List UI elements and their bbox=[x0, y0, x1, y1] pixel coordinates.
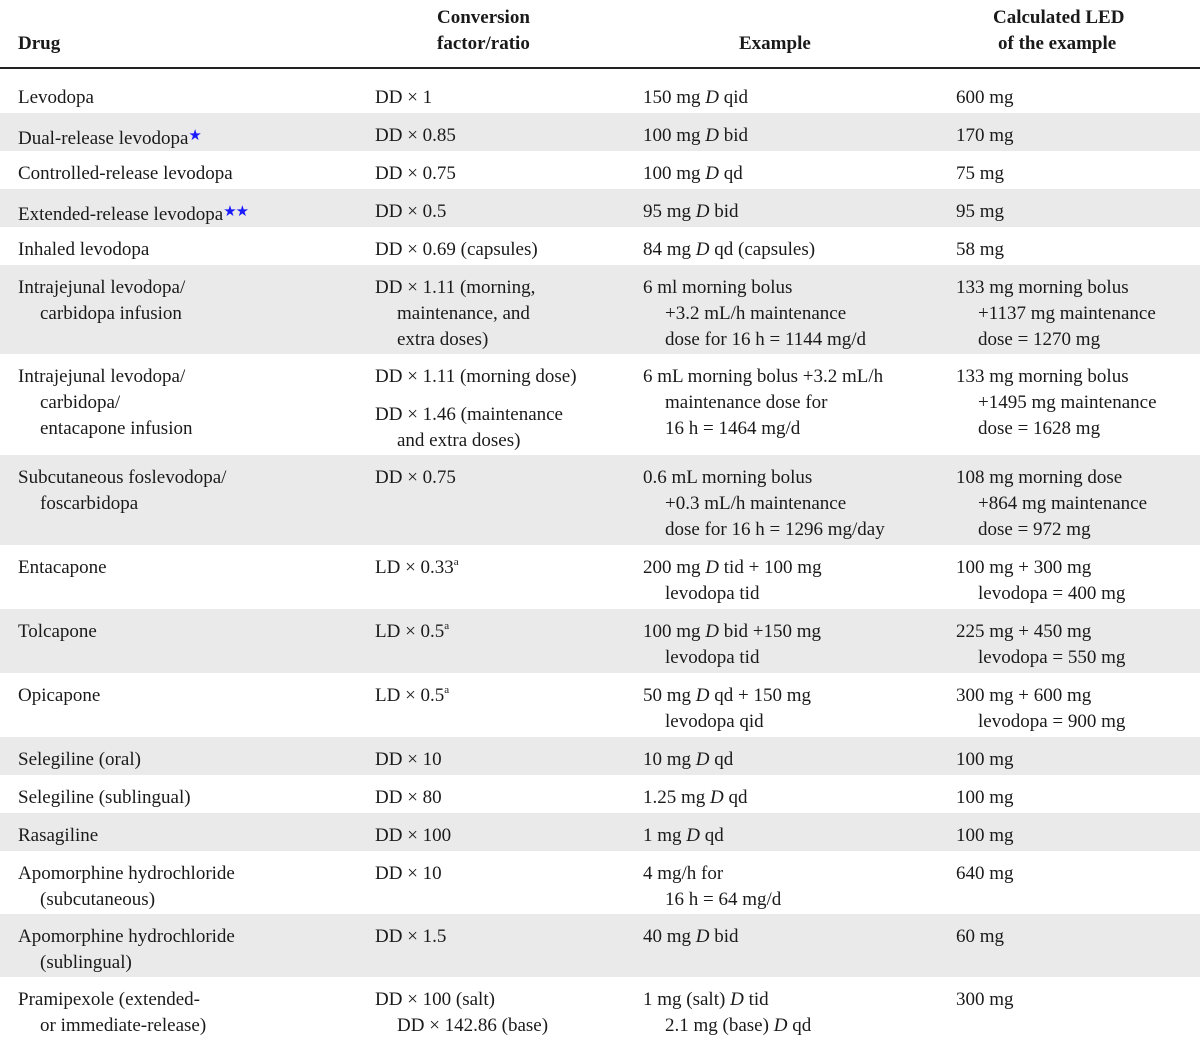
cell-line: 4 mg/h for bbox=[643, 863, 724, 884]
conversion-factor-cell bbox=[375, 861, 442, 887]
cell-line: 1 mg D qd bbox=[643, 825, 724, 846]
cell-line: DD × 1.46 (maintenance bbox=[375, 404, 563, 425]
cell-line: DD × 142.86 (base) bbox=[397, 1015, 549, 1036]
cell-line: +1137 mg maintenance bbox=[978, 303, 1156, 324]
cell-line: 100 mg D qd bbox=[643, 163, 743, 184]
cell-line: DD × 0.75 bbox=[375, 163, 456, 184]
table-row bbox=[0, 75, 1200, 113]
cell-line: 640 mg bbox=[956, 863, 1014, 884]
example-cell bbox=[643, 747, 733, 773]
cell-line: Subcutaneous foslevodopa/ bbox=[18, 467, 227, 488]
drug-cell bbox=[18, 823, 98, 849]
calculated-led-cell bbox=[956, 823, 1014, 849]
cell-line: (subcutaneous) bbox=[40, 889, 156, 910]
table-row bbox=[0, 851, 1200, 914]
drug-cell bbox=[18, 364, 192, 442]
drug-cell bbox=[18, 123, 201, 152]
cell-line: DD × 0.69 (capsules) bbox=[375, 239, 538, 260]
cell-line: foscarbidopa bbox=[40, 493, 139, 514]
calculated-led-cell bbox=[956, 619, 1125, 671]
example-cell bbox=[643, 823, 724, 849]
cell-line: 200 mg D tid + 100 mg bbox=[643, 557, 822, 578]
conversion-factor-cell bbox=[375, 275, 535, 353]
cell-line: 150 mg D qid bbox=[643, 87, 749, 108]
cell-line: maintenance dose for bbox=[665, 392, 828, 413]
cell-line: LD × 0.33$^a$ bbox=[375, 556, 459, 578]
cell-line: dose = 972 mg bbox=[978, 519, 1091, 540]
calculated-led-cell bbox=[956, 237, 1004, 263]
conversion-factor-cell bbox=[375, 924, 446, 950]
cell-line: levodopa = 550 mg bbox=[978, 647, 1126, 668]
drug-cell bbox=[18, 861, 235, 913]
calculated-led-cell bbox=[956, 199, 1004, 225]
cell-line: +3.2 mL/h maintenance bbox=[665, 303, 847, 324]
cell-line: Controlled-release levodopa bbox=[18, 163, 233, 184]
conversion-factor-cell bbox=[375, 465, 456, 491]
conversion-factor-cell bbox=[375, 161, 456, 187]
cell-line: levodopa = 400 mg bbox=[978, 583, 1126, 604]
cell-line: levodopa = 900 mg bbox=[978, 711, 1126, 732]
cell-line: Opicapone bbox=[18, 685, 101, 706]
cell-line: 133 mg morning bolus bbox=[956, 277, 1129, 298]
conversion-factor-cell bbox=[375, 683, 449, 709]
header-conversion-factor: Conversion factor/ratio bbox=[437, 7, 530, 54]
cell-line: 2.1 mg (base) D qd bbox=[665, 1015, 812, 1036]
calculated-led-cell bbox=[956, 465, 1147, 543]
example-cell bbox=[643, 924, 739, 950]
cell-line: dose for 16 h = 1144 mg/d bbox=[665, 329, 867, 350]
cell-line: 133 mg morning bolus bbox=[956, 366, 1129, 387]
cell-line: Pramipexole (extended- bbox=[18, 989, 201, 1010]
example-cell bbox=[643, 123, 748, 149]
cell-line: DD × 80 bbox=[375, 787, 442, 808]
table-row bbox=[0, 737, 1200, 775]
calculated-led-cell bbox=[956, 364, 1157, 442]
drug-cell bbox=[18, 85, 94, 111]
line-spacer bbox=[375, 390, 577, 402]
cell-line: DD × 0.5 bbox=[375, 201, 447, 222]
cell-line: 225 mg + 450 mg bbox=[956, 621, 1092, 642]
cell-line: 95 mg D bid bbox=[643, 201, 739, 222]
cell-line: DD × 100 bbox=[375, 825, 452, 846]
conversion-factor-cell bbox=[375, 747, 442, 773]
cell-line: LD × 0.5$^a$ bbox=[375, 620, 450, 642]
cell-line: 16 h = 64 mg/d bbox=[665, 889, 782, 910]
cell-line: 16 h = 1464 mg/d bbox=[665, 418, 801, 439]
example-cell bbox=[643, 987, 811, 1039]
example-cell bbox=[643, 161, 743, 187]
cell-line: extra doses) bbox=[397, 329, 489, 350]
table-row bbox=[0, 914, 1200, 977]
calculated-led-cell bbox=[956, 123, 1014, 149]
calculated-led-cell bbox=[956, 785, 1014, 811]
cell-line: DD × 1.11 (morning, bbox=[375, 277, 536, 298]
header-example: Example bbox=[739, 33, 811, 54]
cell-line: Dual-release levodopa★ bbox=[18, 128, 201, 149]
cell-line: (sublingual) bbox=[40, 952, 132, 973]
cell-line: Apomorphine hydrochloride bbox=[18, 926, 235, 947]
table-row bbox=[0, 609, 1200, 673]
calculated-led-cell bbox=[956, 861, 1014, 887]
cell-line: +1495 mg maintenance bbox=[978, 392, 1157, 413]
cell-line: Rasagiline bbox=[18, 825, 99, 846]
example-cell bbox=[643, 861, 781, 913]
cell-line: 100 mg D bid bbox=[643, 125, 749, 146]
cell-line: levodopa tid bbox=[665, 583, 760, 604]
cell-line: carbidopa/ bbox=[40, 392, 121, 413]
cell-line: DD × 10 bbox=[375, 749, 442, 770]
cell-line: DD × 0.85 bbox=[375, 125, 456, 146]
cell-line: 58 mg bbox=[956, 239, 1005, 260]
example-cell bbox=[643, 237, 815, 263]
example-cell bbox=[643, 683, 811, 735]
example-cell bbox=[643, 364, 883, 442]
cell-line: Intrajejunal levodopa/ bbox=[18, 366, 186, 387]
calculated-led-cell bbox=[956, 161, 1004, 187]
cell-line: +864 mg maintenance bbox=[978, 493, 1147, 514]
cell-line: 40 mg D bid bbox=[643, 926, 739, 947]
cell-line: 600 mg bbox=[956, 87, 1014, 108]
drug-cell bbox=[18, 275, 185, 327]
cell-line: 75 mg bbox=[956, 163, 1005, 184]
drug-cell bbox=[18, 987, 206, 1039]
cell-line: DD × 10 bbox=[375, 863, 442, 884]
cell-line: 100 mg bbox=[956, 825, 1014, 846]
conversion-factor-cell bbox=[375, 364, 577, 454]
example-cell bbox=[643, 85, 748, 111]
cell-line: 300 mg + 600 mg bbox=[956, 685, 1092, 706]
drug-cell bbox=[18, 747, 141, 773]
cell-line: Entacapone bbox=[18, 557, 107, 578]
table-row bbox=[0, 354, 1200, 455]
drug-cell bbox=[18, 465, 226, 517]
cell-line: LD × 0.5$^a$ bbox=[375, 684, 450, 706]
cell-line: 84 mg D qd (capsules) bbox=[643, 239, 816, 260]
table-row bbox=[0, 775, 1200, 813]
calculated-led-cell bbox=[956, 683, 1125, 735]
conversion-factor-cell bbox=[375, 199, 446, 225]
cell-line: dose = 1270 mg bbox=[978, 329, 1101, 350]
table-row bbox=[0, 455, 1200, 545]
cell-line: 0.6 mL morning bolus bbox=[643, 467, 813, 488]
calculated-led-cell bbox=[956, 555, 1125, 607]
conversion-factor-cell bbox=[375, 823, 451, 849]
table-row bbox=[0, 265, 1200, 354]
footnote-star-icon: ★ bbox=[188, 128, 201, 144]
example-cell bbox=[643, 199, 739, 225]
cell-line: 108 mg morning dose bbox=[956, 467, 1123, 488]
calculated-led-cell bbox=[956, 924, 1004, 950]
calculated-led-cell bbox=[956, 747, 1014, 773]
cell-line: 1 mg (salt) D tid bbox=[643, 989, 769, 1010]
table-row bbox=[0, 977, 1200, 1039]
calculated-led-cell bbox=[956, 85, 1014, 111]
cell-line: DD × 0.75 bbox=[375, 467, 456, 488]
table-row bbox=[0, 227, 1200, 265]
cell-line: dose for 16 h = 1296 mg/day bbox=[665, 519, 885, 540]
drug-cell bbox=[18, 161, 233, 187]
drug-cell bbox=[18, 619, 97, 645]
drug-cell bbox=[18, 924, 235, 976]
cell-line: dose = 1628 mg bbox=[978, 418, 1101, 439]
footnote-star-icon: ★★ bbox=[223, 204, 249, 220]
cell-line: entacapone infusion bbox=[40, 418, 193, 439]
cell-line: levodopa tid bbox=[665, 647, 760, 668]
cell-line: 1.25 mg D qd bbox=[643, 787, 748, 808]
cell-line: 100 mg D bid +150 mg bbox=[643, 621, 822, 642]
table-row bbox=[0, 813, 1200, 851]
conversion-factor-cell bbox=[375, 619, 449, 645]
cell-line: Levodopa bbox=[18, 87, 94, 108]
cell-line: 50 mg D qd + 150 mg bbox=[643, 685, 812, 706]
calculated-led-cell bbox=[956, 275, 1156, 353]
cell-line: Extended-release levodopa★★ bbox=[18, 204, 249, 225]
cell-line: DD × 1 bbox=[375, 87, 433, 108]
cell-line: 95 mg bbox=[956, 201, 1005, 222]
table-row bbox=[0, 113, 1200, 151]
drug-cell bbox=[18, 785, 191, 811]
table-row bbox=[0, 545, 1200, 609]
table-header bbox=[0, 0, 1200, 69]
cell-line: 6 mL morning bolus +3.2 mL/h bbox=[643, 366, 884, 387]
drug-cell bbox=[18, 237, 149, 263]
conversion-factor-cell bbox=[375, 85, 432, 111]
cell-line: DD × 1.5 bbox=[375, 926, 447, 947]
cell-line: or immediate-release) bbox=[40, 1015, 207, 1036]
conversion-factor-cell bbox=[375, 555, 459, 581]
example-cell bbox=[643, 465, 885, 543]
table-row bbox=[0, 151, 1200, 189]
conversion-factor-cell bbox=[375, 123, 456, 149]
drug-cell bbox=[18, 555, 107, 581]
drug-cell bbox=[18, 683, 100, 709]
example-cell bbox=[643, 275, 866, 353]
calculated-led-cell bbox=[956, 987, 1014, 1013]
conversion-factor-cell bbox=[375, 987, 548, 1039]
cell-line: 100 mg bbox=[956, 749, 1014, 770]
table-row bbox=[0, 189, 1200, 227]
example-cell bbox=[643, 555, 822, 607]
example-cell bbox=[643, 785, 748, 811]
cell-line: and extra doses) bbox=[397, 430, 521, 451]
drug-cell bbox=[18, 199, 248, 228]
cell-line: maintenance, and bbox=[397, 303, 530, 324]
header-drug: Drug bbox=[18, 33, 61, 54]
cell-line: Selegiline (oral) bbox=[18, 749, 141, 770]
cell-line: 10 mg D qd bbox=[643, 749, 734, 770]
header-calculated-led: Calculated LED of the example bbox=[993, 7, 1125, 54]
cell-line: 60 mg bbox=[956, 926, 1005, 947]
cell-line: Intrajejunal levodopa/ bbox=[18, 277, 186, 298]
cell-line: DD × 1.11 (morning dose) bbox=[375, 366, 577, 387]
cell-line: Tolcapone bbox=[18, 621, 97, 642]
cell-line: DD × 100 (salt) bbox=[375, 989, 495, 1010]
cell-line: levodopa qid bbox=[665, 711, 764, 732]
table-row bbox=[0, 673, 1200, 737]
example-cell bbox=[643, 619, 821, 671]
cell-line: carbidopa infusion bbox=[40, 303, 182, 324]
cell-line: 100 mg bbox=[956, 787, 1014, 808]
cell-line: +0.3 mL/h maintenance bbox=[665, 493, 847, 514]
cell-line: 100 mg + 300 mg bbox=[956, 557, 1092, 578]
cell-line: Apomorphine hydrochloride bbox=[18, 863, 235, 884]
cell-line: 6 ml morning bolus bbox=[643, 277, 793, 298]
conversion-factor-cell bbox=[375, 785, 442, 811]
cell-line: 300 mg bbox=[956, 989, 1014, 1010]
cell-line: Inhaled levodopa bbox=[18, 239, 150, 260]
cell-line: 170 mg bbox=[956, 125, 1014, 146]
conversion-factor-cell bbox=[375, 237, 538, 263]
cell-line: Selegiline (sublingual) bbox=[18, 787, 191, 808]
